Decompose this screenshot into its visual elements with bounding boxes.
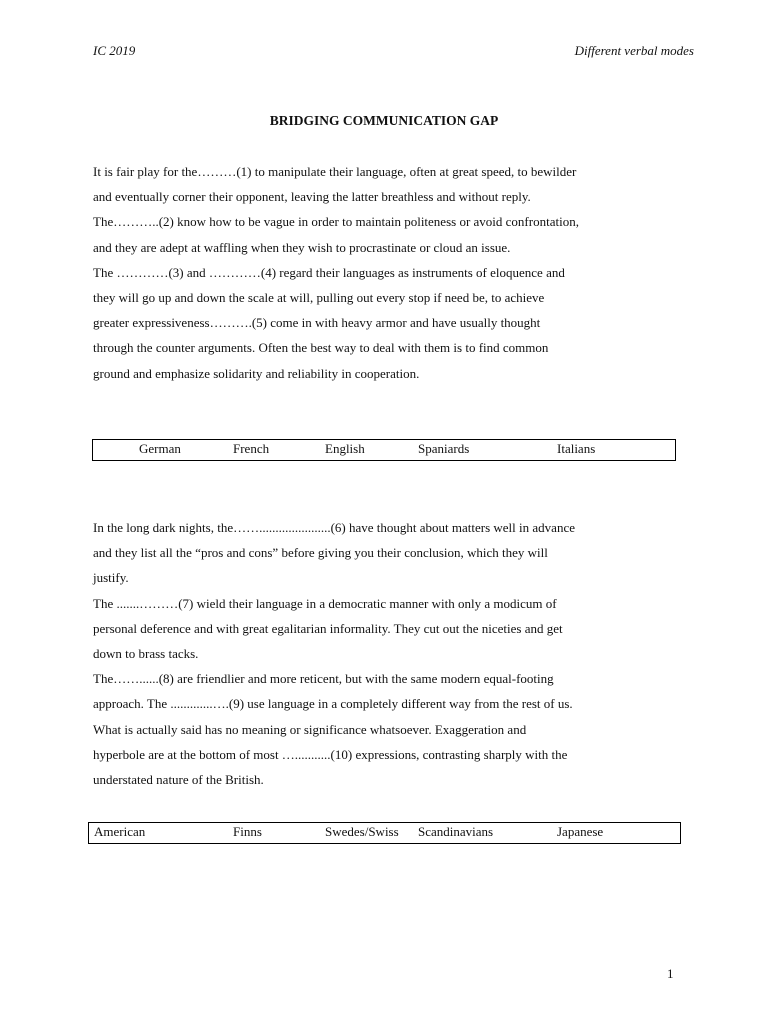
text-line: personal deference and with great egalitarian informality. They cut out the niceties and get xyxy=(93,620,563,636)
word-box-item: Spaniards xyxy=(418,441,470,456)
text-line: and they are adept at waffling when they wish to procrastinate or cloud an issue. xyxy=(93,239,511,255)
word-box-item: Japanese xyxy=(557,824,604,839)
word-box-item: Italians xyxy=(557,441,596,456)
word-box-item: English xyxy=(325,441,365,456)
text-line: What is actually said has no meaning or significance whatsoever. Exaggeration and xyxy=(93,721,527,737)
page-number: 1 xyxy=(667,966,674,981)
text-line: understated nature of the British. xyxy=(93,772,264,788)
text-line: The …………(3) and …………(4) regard their languages as instruments of eloquence and xyxy=(93,264,565,280)
text-line: justify. xyxy=(93,570,129,586)
text-line: It is fair play for the………(1) to manipulate their language, often at great speed, to bewilder xyxy=(93,164,577,179)
text-line: ground and emphasize solidarity and reliability in cooperation. xyxy=(93,365,420,381)
text-line: hyperbole are at the bottom of most …...........(10) expressions, contrasting sharply with the xyxy=(93,746,568,762)
text-line: The .......………(7) wield their language in a democratic manner with only a modicum of xyxy=(93,595,557,611)
text-line: through the counter arguments. Often the best way to deal with them is to find common xyxy=(93,340,549,356)
text-line: The………..(2) know how to be vague in order to maintain politeness or avoid confrontation, xyxy=(93,214,579,230)
word-box-item: Swedes/Swiss xyxy=(325,824,399,839)
document-title: BRIDGING COMMUNICATION GAP xyxy=(269,113,499,128)
text-line: The……......(8) are friendlier and more reticent, but with the same modern equal-footing xyxy=(93,671,554,687)
word-box-item: French xyxy=(233,441,270,456)
word-box-item: Finns xyxy=(233,824,262,839)
word-box-item: German xyxy=(139,441,181,456)
text-line: greater expressiveness……….(5) come in with heavy armor and have usually thought xyxy=(93,315,541,331)
word-box-item: American xyxy=(94,824,146,839)
text-line: In the long dark nights, the……......................(6) have thought about matters well in advance xyxy=(93,520,575,535)
text-line: approach. The .............….(9) use language in a completely different way from the rest of us. xyxy=(93,696,573,712)
paragraph-1 xyxy=(93,159,683,386)
header-right: Different verbal modes xyxy=(574,43,694,58)
word-box-item: Scandinavians xyxy=(418,824,494,839)
header-left: IC 2019 xyxy=(93,43,136,58)
text-line: down to brass tacks. xyxy=(93,646,199,662)
text-line: and eventually corner their opponent, leaving the latter breathless and without reply. xyxy=(93,189,531,205)
word-box-2 xyxy=(88,822,681,844)
word-box-1 xyxy=(92,439,676,461)
paragraph-2 xyxy=(93,515,683,792)
text-line: and they list all the “pros and cons” before giving you their conclusion, which they will xyxy=(93,545,548,561)
text-line: they will go up and down the scale at will, pulling out every stop if need be, to achieve xyxy=(93,290,545,306)
